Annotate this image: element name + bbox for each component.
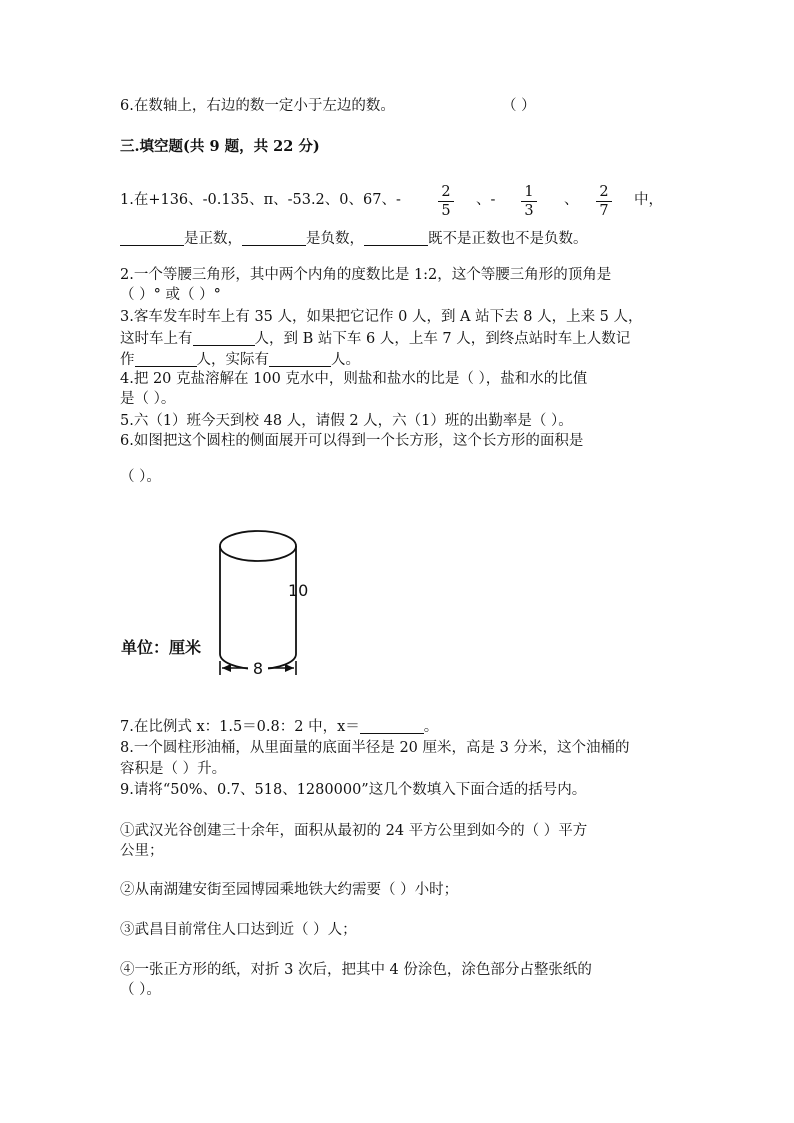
fill-question-2-line1: 2.一个等腰三角形，其中两个内角的度数比是 1:2，这个等腰三角形的顶角是 (120, 267, 612, 283)
sub-question-4-line2: （ ）。 (120, 982, 161, 998)
sub-question-3: ③武昌目前常住人口达到近（ ）人； (120, 922, 357, 938)
fraction-2-7 (594, 184, 614, 219)
fill-q1-sep2: 、 (564, 192, 579, 208)
fill-question-3-line1: 3.客车发车时车上有 35 人，如果把它记作 0 人，到 A 站下去 8 人，上来 5 人， (120, 309, 643, 325)
fraction-denominator: 5 (441, 203, 451, 219)
fraction-2-5 (436, 184, 456, 219)
fill-question-1-line1 (120, 190, 401, 210)
section-title: 三.填空题(共 9 题，共 22 分) (120, 138, 320, 155)
fill-question-3-line3 (120, 350, 360, 370)
cylinder-top-ellipse (220, 531, 296, 561)
fill-question-6-line1: 6.如图把这个圆柱的侧面展开可以得到一个长方形，这个长方形的面积是 (120, 433, 584, 449)
fill-question-4-line2: 是（ ）。 (120, 391, 176, 407)
fill-question-1-line2 (120, 229, 588, 249)
unit-label: 单位：厘米 (121, 638, 202, 657)
fill-question-8-line1: 8.一个圆柱形油桶，从里面量的底面半径是 20 厘米，高是 3 分米，这个油桶的 (120, 740, 630, 756)
fill-q3-text: 人。 (331, 352, 360, 368)
sub-question-1-line2: 公里； (120, 843, 164, 859)
fraction-numerator: 2 (441, 184, 451, 200)
fill-q3-text: 人，实际有 (196, 352, 269, 368)
answer-blank-actual[interactable] (269, 350, 331, 367)
fill-q1-part-c: 既不是正数也不是负数。 (428, 231, 588, 247)
fraction-numerator: 1 (524, 184, 534, 200)
sub-question-4-line1: ④一张正方形的纸，对折 3 次后，把其中 4 份涂色，涂色部分占整张纸的 (120, 962, 592, 978)
judge-answer-paren-text: （ ） (502, 98, 536, 114)
fill-question-7 (120, 717, 438, 737)
cylinder-figure (115, 520, 345, 690)
fraction-denominator: 3 (524, 203, 534, 219)
fill-q1-prefix: 1.在+136、-0.135、π、-53.2、0、67、- (120, 192, 401, 208)
fill-q1-suffix: 中， (634, 192, 663, 208)
arrowhead-left (222, 664, 231, 672)
fill-question-4-line1: 4.把 20 克盐溶解在 100 克水中，则盐和盐水的比是（ ），盐和水的比值 (120, 371, 588, 387)
fill-q7-prefix: 7.在比例式 x：1.5＝0.8：2 中，x＝ (120, 719, 360, 735)
fill-q3-text: 这时车上有 (120, 331, 193, 347)
sub-question-2: ②从南湖建安街至园博园乘地铁大约需要（ ）小时； (120, 882, 459, 898)
fraction-numerator: 2 (599, 184, 609, 200)
answer-blank-negative[interactable] (242, 229, 306, 246)
fill-q1-part-b: 是负数， (306, 231, 364, 247)
fill-question-8-line2: 容积是（ ）升。 (120, 761, 227, 777)
judge-question-6-text: 6.在数轴上，右边的数一定小于左边的数。 (120, 98, 395, 114)
fill-q3-text: 人，到 B 站下车 6 人，上车 7 人，到终点站时车上人数记 (254, 331, 631, 347)
judge-question-6 (120, 96, 395, 116)
answer-blank-neither[interactable] (364, 229, 428, 246)
fill-question-3-line2 (120, 329, 630, 349)
sub-question-1-line1: ①武汉光谷创建三十余年，面积从最初的 24 平方公里到如今的（ ）平方 (120, 823, 588, 839)
diameter-label: 8 (252, 659, 264, 678)
fill-question-5: 5.六（1）班今天到校 48 人，请假 2 人，六（1）班的出勤率是（ ）。 (120, 413, 573, 429)
arrowhead-right (285, 664, 294, 672)
fill-q7-suffix: 。 (423, 719, 439, 735)
answer-blank-x[interactable] (360, 717, 424, 734)
height-label: 10 (288, 581, 309, 600)
fill-question-2-line2: （ ）° 或（ ）° (120, 287, 221, 303)
fill-q3-text: 作 (120, 352, 135, 368)
fraction-denominator: 7 (599, 203, 609, 219)
fill-q1-part-a: 是正数， (184, 231, 242, 247)
fraction-1-3 (519, 184, 539, 219)
answer-blank-positive[interactable] (120, 229, 184, 246)
fill-q1-sep1: 、- (476, 192, 496, 208)
answer-blank-recorded[interactable] (135, 350, 197, 367)
judge-answer-paren[interactable] (502, 96, 536, 116)
answer-blank-count[interactable] (193, 329, 255, 346)
fill-question-6-line2: （ ）。 (120, 469, 161, 485)
fill-question-9: 9.请将“50%、0.7、518、1280000”这几个数填入下面合适的括号内。 (120, 782, 587, 798)
